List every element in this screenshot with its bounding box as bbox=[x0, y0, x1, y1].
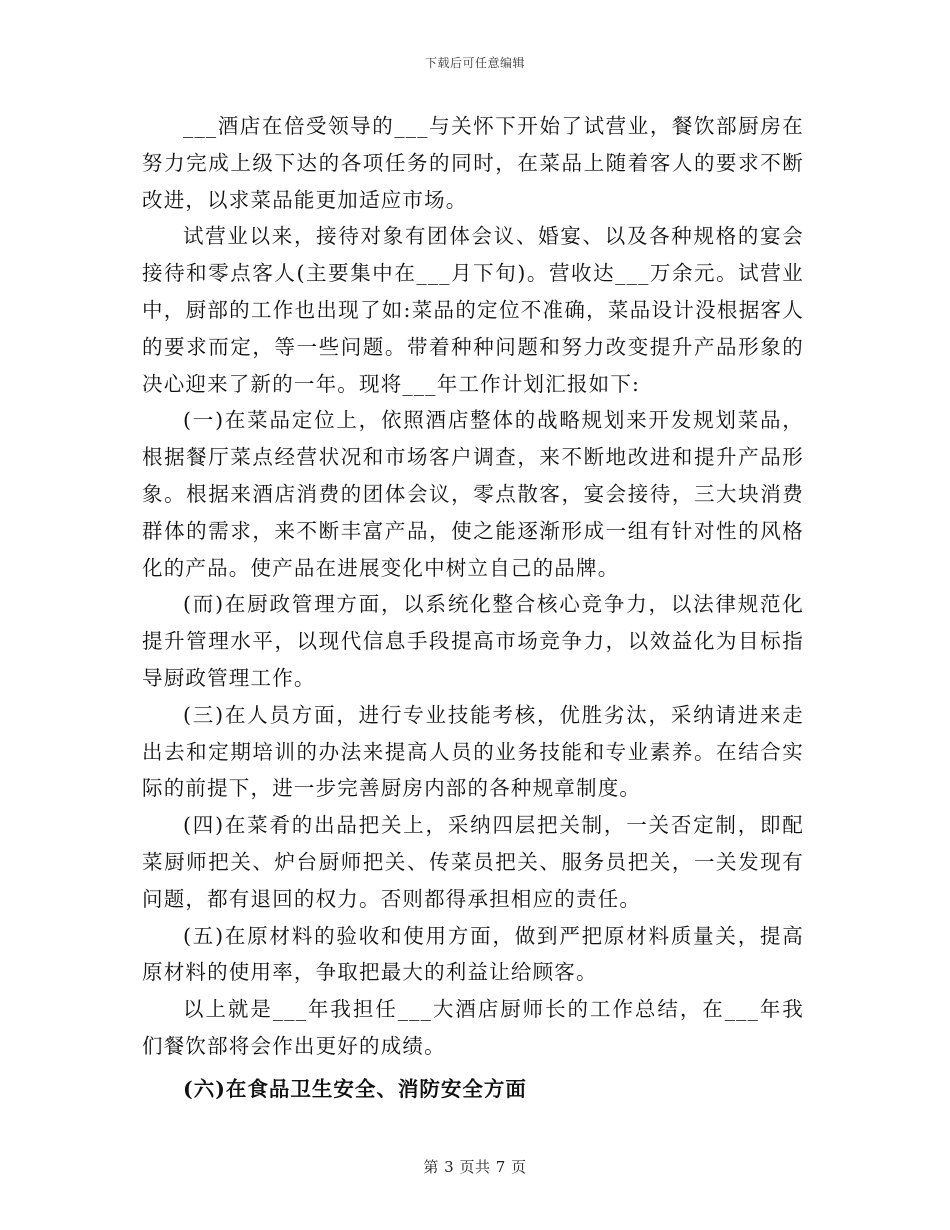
page-header: 下载后可任意编辑 bbox=[424, 56, 525, 70]
document-body bbox=[142, 108, 804, 1108]
paragraph-trial-operation: 试营业以来，接待对象有团体会议、婚宴、以及各种规格的宴会接待和零点客人(主要集中在___月下旬)。营收达___万余元。试营业中，厨部的工作也出现了如:菜品的定位不准确，菜品设计没根据客人的要求而定，等一些问题。带着种种问题和努力改变提升产品形象的决心迎来了新的一年。现将___年工作计划汇报如下: bbox=[142, 224, 804, 396]
paragraph-summary: 以上就是___年我担任___大酒店厨师长的工作总结，在___年我们餐饮部将会作出更好的成绩。 bbox=[142, 997, 804, 1058]
paragraph-item-4: (四)在菜肴的出品把关上，采纳四层把关制，一关否定制，即配菜厨师把关、炉台厨师把关、传菜员把关、服务员把关，一关发现有问题，都有退回的权力。否则都得承担相应的责任。 bbox=[142, 813, 804, 911]
page-footer: 第 3 页共 7 页 bbox=[423, 1158, 527, 1176]
paragraph-item-5: (五)在原材料的验收和使用方面，做到严把原材料质量关，提高原材料的使用率，争取把最大的利益让给顾客。 bbox=[142, 923, 804, 985]
section-heading: (六)在食品卫生安全、消防安全方面 bbox=[183, 1076, 527, 1101]
paragraph-item-1: (一)在菜品定位上，依照酒店整体的战略规划来开发规划菜品，根据餐厅菜点经营状况和市场客户调查，来不断地改进和提升产品形象。根据来酒店消费的团体会议，零点散客，宴会接待，三大块消费群体的需求，来不断丰富产品，使之能逐渐形成一组有针对性的风格化的产品。使产品在进展变化中树立自己的品牌。 bbox=[142, 408, 804, 580]
paragraph-item-2: (而)在厨政管理方面，以系统化整合核心竞争力，以法律规范化提升管理水平，以现代信息手段提高市场竞争力，以效益化为目标指导厨政管理工作。 bbox=[142, 592, 804, 690]
paragraph-intro: ___酒店在倍受领导的___与关怀下开始了试营业，餐饮部厨房在努力完成上级下达的各项任务的同时，在菜品上随着客人的要求不断改进，以求菜品能更加适应市场。 bbox=[142, 114, 804, 212]
paragraph-item-3: (三)在人员方面，进行专业技能考核，优胜劣汰，采纳请进来走出去和定期培训的办法来提高人员的业务技能和专业素养。在结合实际的前提下，进一步完善厨房内部的各种规章制度。 bbox=[142, 702, 804, 801]
